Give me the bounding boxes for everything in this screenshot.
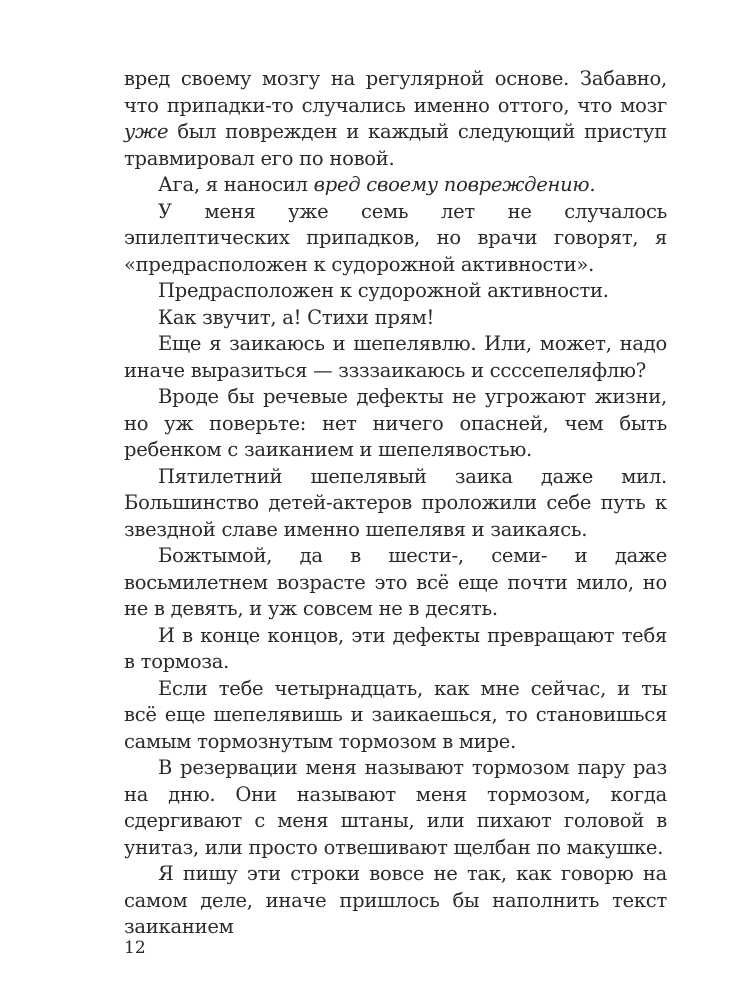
paragraph-10: И в конце концов, эти дефекты превращают тебя в тормоза. [124,623,667,673]
paragraph-9: Божтымой, да в шести-, семи- и даже восьмилетнем возрасте это всё еще почти мило, но не в девять, и уж совсем не в десять. [124,544,667,620]
page-number: 12 [124,938,146,958]
paragraph-11: Если тебе четырнадцать, как мне сейчас, и ты всё еще шепелявишь и заикаешься, то становишься самым тормознутым тормозом в мире. [124,676,667,753]
paragraph-1-text-a: вред своему мозгу на регулярной основе. Забавно, что припадки-то случались именно оттого, что мозг [124,67,667,117]
paragraph-1-italic-text: уже [124,120,169,143]
paragraph-7: Вроде бы речевые дефекты не угрожают жизни, но уж поверьте: нет ничего опасней, чем быть ребенком с заиканием и шепелявостью. [124,385,667,461]
paragraph-5: Как звучит, а! Стихи прям! [158,305,435,329]
paragraph-2-text-a: Ага, я наносил [158,173,314,196]
paragraph-2 [124,172,667,199]
paragraph-3: У меня уже семь лет не случалось эпилептических припадков, но врачи говорят, я «предрасположен к судорожной активности». [124,199,667,276]
paragraph-2-text-b: . [589,173,596,196]
paragraph-1 [124,66,667,172]
paragraph-1-text-b: был поврежден и каждый следующий приступ травмировал его по новой. [124,120,667,170]
paragraph-8: Пятилетний шепелявый заика даже мил. Большинство детей-актеров проложили себе путь к звездной славе именно шепелявя и заикаясь. [124,464,667,541]
paragraph-4: Предрасположен к судорожной активности. [158,279,609,302]
paragraph-12: В резервации меня называют тормозом пару раз на дню. Они называют меня тормозом, когда сдергивают с меня штаны, или пихают головой в унитаз, или просто отвешивают щелбан по макушке. [124,756,667,859]
paragraph-2-italic-text: вред своему повреждению [313,173,590,196]
paragraph-6: Еще я заикаюсь и шепелявлю. Или, может, надо иначе выразиться — ззззаикаюсь и ссссепеляфлю? [124,332,667,382]
book-page-text [124,66,667,941]
paragraph-13: Я пишу эти строки вовсе не так, как говорю на самом деле, иначе пришлось бы наполнить текст заиканием [124,862,667,938]
